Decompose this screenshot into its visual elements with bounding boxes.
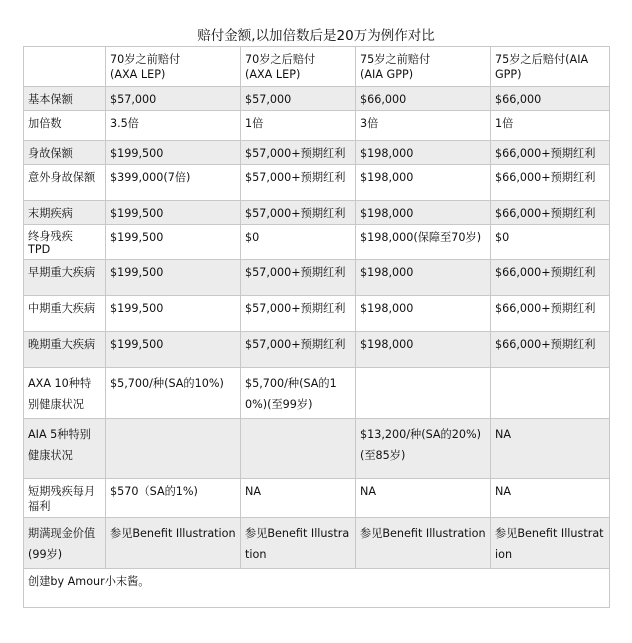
table-cell: 参见Benefit Illustration (491, 518, 610, 569)
table-cell: $198,000 (356, 260, 491, 296)
table-row (24, 296, 610, 332)
table-cell: $199,500 (106, 332, 241, 368)
table-cell: $57,000 (106, 87, 241, 111)
table-cell: $199,500 (106, 141, 241, 165)
table-cell: $57,000+预期红利 (241, 260, 356, 296)
table-cell: $57,000+预期红利 (241, 165, 356, 201)
table-cell: $66,000+预期红利 (491, 165, 610, 201)
table-row (24, 419, 610, 479)
row-label: 基本保额 (24, 87, 106, 111)
table-cell: $57,000+预期红利 (241, 201, 356, 225)
header-cell: 70岁之前赔付 (AXA LEP) (106, 47, 241, 87)
table-cell: $198,000 (356, 165, 491, 201)
table-row (24, 141, 610, 165)
table-cell: 1倍 (241, 111, 356, 141)
table-cell: $13,200/种(SA的20%)(至85岁) (356, 419, 491, 479)
table-cell: $57,000+预期红利 (241, 332, 356, 368)
table-cell (106, 419, 241, 479)
table-row (24, 225, 610, 260)
table-row (24, 111, 610, 141)
comparison-table (23, 46, 610, 608)
row-label: 末期疾病 (24, 201, 106, 225)
table-cell: $199,500 (106, 260, 241, 296)
table-cell: NA (356, 479, 491, 518)
table-cell: NA (491, 419, 610, 479)
table-cell: $0 (491, 225, 610, 260)
row-label: 意外身故保额 (24, 165, 106, 201)
table-cell: 参见Benefit Illustration (241, 518, 356, 569)
row-label: 身故保额 (24, 141, 106, 165)
table-cell: $5,700/种(SA的10%)(至99岁) (241, 368, 356, 419)
table-cell: $199,500 (106, 201, 241, 225)
table-cell: $57,000+预期红利 (241, 141, 356, 165)
table-cell: $66,000 (491, 87, 610, 111)
header-cell: 70岁之后赔付 (AXA LEP) (241, 47, 356, 87)
table-cell: $0 (241, 225, 356, 260)
table-cell: $66,000+预期红利 (491, 296, 610, 332)
table-row (24, 479, 610, 518)
table-cell: NA (491, 479, 610, 518)
table-cell (356, 368, 491, 419)
table-cell: $198,000 (356, 296, 491, 332)
row-label: 中期重大疾病 (24, 296, 106, 332)
table-row (24, 260, 610, 296)
row-label: 晚期重大疾病 (24, 332, 106, 368)
table-row (24, 332, 610, 368)
table-cell: $570（SA的1%) (106, 479, 241, 518)
row-label: 早期重大疾病 (24, 260, 106, 296)
row-label: 终身残疾 TPD (24, 225, 106, 260)
table-cell: $198,000 (356, 332, 491, 368)
table-row (24, 201, 610, 225)
table-cell: $57,000+预期红利 (241, 296, 356, 332)
header-row (24, 47, 610, 87)
table-cell: $57,000 (241, 87, 356, 111)
table-cell: $5,700/种(SA的10%) (106, 368, 241, 419)
header-cell: 75岁之后赔付(AIA GPP) (491, 47, 610, 87)
table-cell: $199,500 (106, 296, 241, 332)
header-cell (24, 47, 106, 87)
table-row (24, 368, 610, 419)
table-cell: $66,000+预期红利 (491, 332, 610, 368)
row-label: AXA 10种特别健康状况 (24, 368, 106, 419)
row-label: 期满现金价值(99岁) (24, 518, 106, 569)
table-cell: $399,000(7倍) (106, 165, 241, 201)
table-row (24, 87, 610, 111)
row-label: 加倍数 (24, 111, 106, 141)
table-cell: $198,000 (356, 141, 491, 165)
table-row (24, 165, 610, 201)
table-cell (491, 368, 610, 419)
table-cell (241, 419, 356, 479)
footer-note: 创建by Amour小末酱。 (24, 569, 610, 608)
table-cell: $198,000(保障至70岁) (356, 225, 491, 260)
table-cell: $66,000+预期红利 (491, 141, 610, 165)
table-cell: 参见Benefit Illustration (106, 518, 241, 569)
table-cell: $199,500 (106, 225, 241, 260)
row-label: AIA 5种特别健康状况 (24, 419, 106, 479)
table-cell: $66,000+预期红利 (491, 260, 610, 296)
table-cell: 参见Benefit Illustration (356, 518, 491, 569)
table-row (24, 518, 610, 569)
header-cell: 75岁之前赔付 (AIA GPP) (356, 47, 491, 87)
table-title: 赔付金额,以加倍数后是20万为例作对比 (197, 28, 435, 44)
table-cell: 3倍 (356, 111, 491, 141)
row-label: 短期残疾每月福利 (24, 479, 106, 518)
footer-row (24, 569, 610, 608)
table-cell: 1倍 (491, 111, 610, 141)
table-cell: $66,000 (356, 87, 491, 111)
table-cell: 3.5倍 (106, 111, 241, 141)
table-cell: $66,000+预期红利 (491, 201, 610, 225)
table-cell: $198,000 (356, 201, 491, 225)
table-cell: NA (241, 479, 356, 518)
